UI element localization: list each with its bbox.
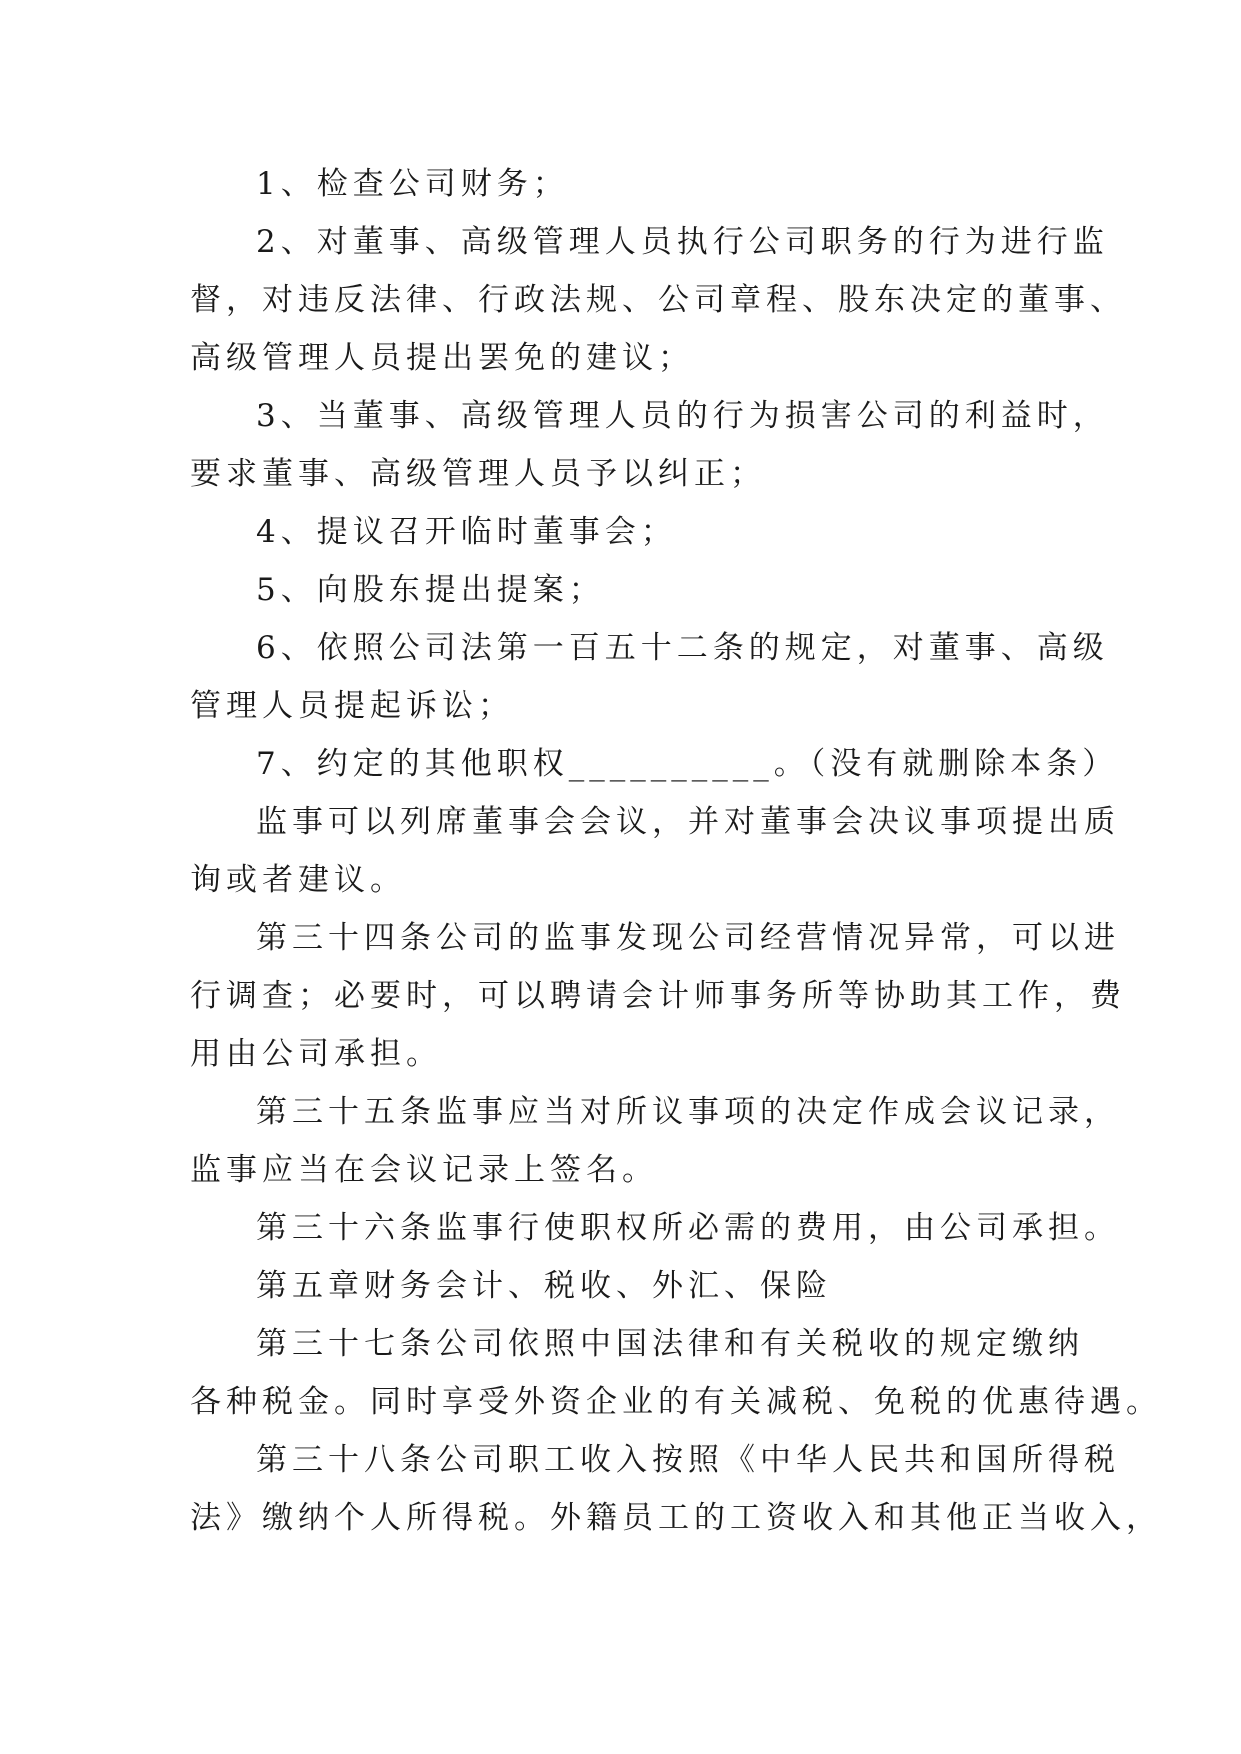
text-line: 各种税金。同时享受外资企业的有关减税、免税的优惠待遇。 <box>190 1384 1162 1420</box>
text-line: 5、向股东提出提案； <box>256 572 605 608</box>
text-line: 2、对董事、高级管理人员执行公司职务的行为进行监 <box>256 224 1109 260</box>
text-line: 法》缴纳个人所得税。外籍员工的工资收入和其他正当收入， <box>190 1500 1162 1536</box>
text-line: 要求董事、高级管理人员予以纠正； <box>190 456 766 492</box>
text-line: 高级管理人员提出罢免的建议； <box>190 340 694 376</box>
text-line: 询或者建议。 <box>190 862 406 898</box>
text-line: 督，对违反法律、行政法规、公司章程、股东决定的董事、 <box>190 282 1126 318</box>
text-line: 第三十六条监事行使职权所必需的费用，由公司承担。 <box>256 1210 1120 1246</box>
text-line: 1、检查公司财务； <box>256 166 569 202</box>
text-line: 监事应当在会议记录上签名。 <box>190 1152 658 1188</box>
text-line: 6、依照公司法第一百五十二条的规定，对董事、高级 <box>256 630 1109 666</box>
text-line: 第三十七条公司依照中国法律和有关税收的规定缴纳 <box>256 1326 1084 1362</box>
text-line: 管理人员提起诉讼； <box>190 688 514 724</box>
text-line: 第三十五条监事应当对所议事项的决定作成会议记录， <box>256 1094 1120 1130</box>
text-line: 7、约定的其他职权__________。（没有就删除本条） <box>256 746 1119 782</box>
text-line: 用由公司承担。 <box>190 1036 442 1072</box>
document-body <box>190 155 1162 1547</box>
text-line: 第三十四条公司的监事发现公司经营情况异常，可以进 <box>256 920 1120 956</box>
text-line: 行调查；必要时，可以聘请会计师事务所等协助其工作，费 <box>190 978 1126 1014</box>
text-line: 第三十八条公司职工收入按照《中华人民共和国所得税 <box>256 1442 1120 1478</box>
text-line: 监事可以列席董事会会议，并对董事会决议事项提出质 <box>256 804 1120 840</box>
text-line: 3、当董事、高级管理人员的行为损害公司的利益时， <box>256 398 1109 434</box>
text-line: 4、提议召开临时董事会； <box>256 514 677 550</box>
text-line: 第五章财务会计、税收、外汇、保险 <box>256 1268 832 1304</box>
